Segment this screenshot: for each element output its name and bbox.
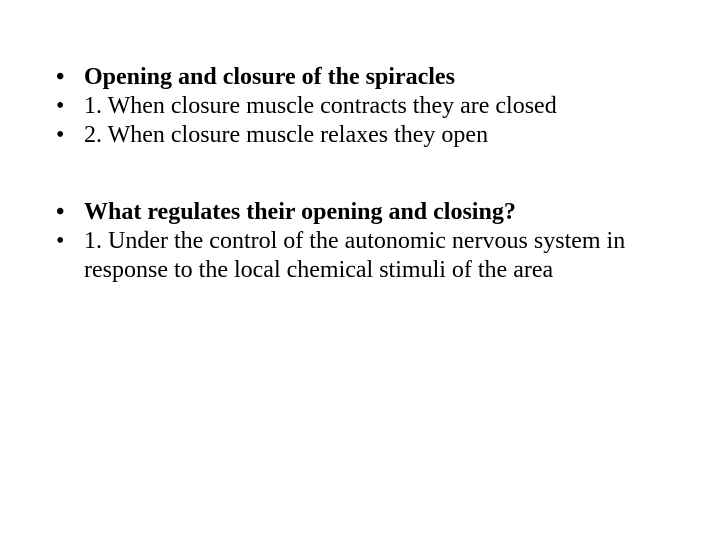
bullet-list-regulation — [56, 198, 656, 285]
bullet-heading-spiracles: • Opening and closure of the spiracles — [56, 63, 656, 92]
bullet-heading-regulation: • What regulates their opening and closing? — [56, 198, 656, 227]
bullet-item-autonomic-control: • 1. Under the control of the autonomic nervous system in response to the local chemical stimuli of the area — [56, 227, 656, 285]
bullet-list-spiracles — [56, 63, 656, 150]
bullet-item-closed: • 1. When closure muscle contracts they are closed — [56, 92, 656, 121]
bullet-item-open: • 2. When closure muscle relaxes they open — [56, 121, 656, 150]
